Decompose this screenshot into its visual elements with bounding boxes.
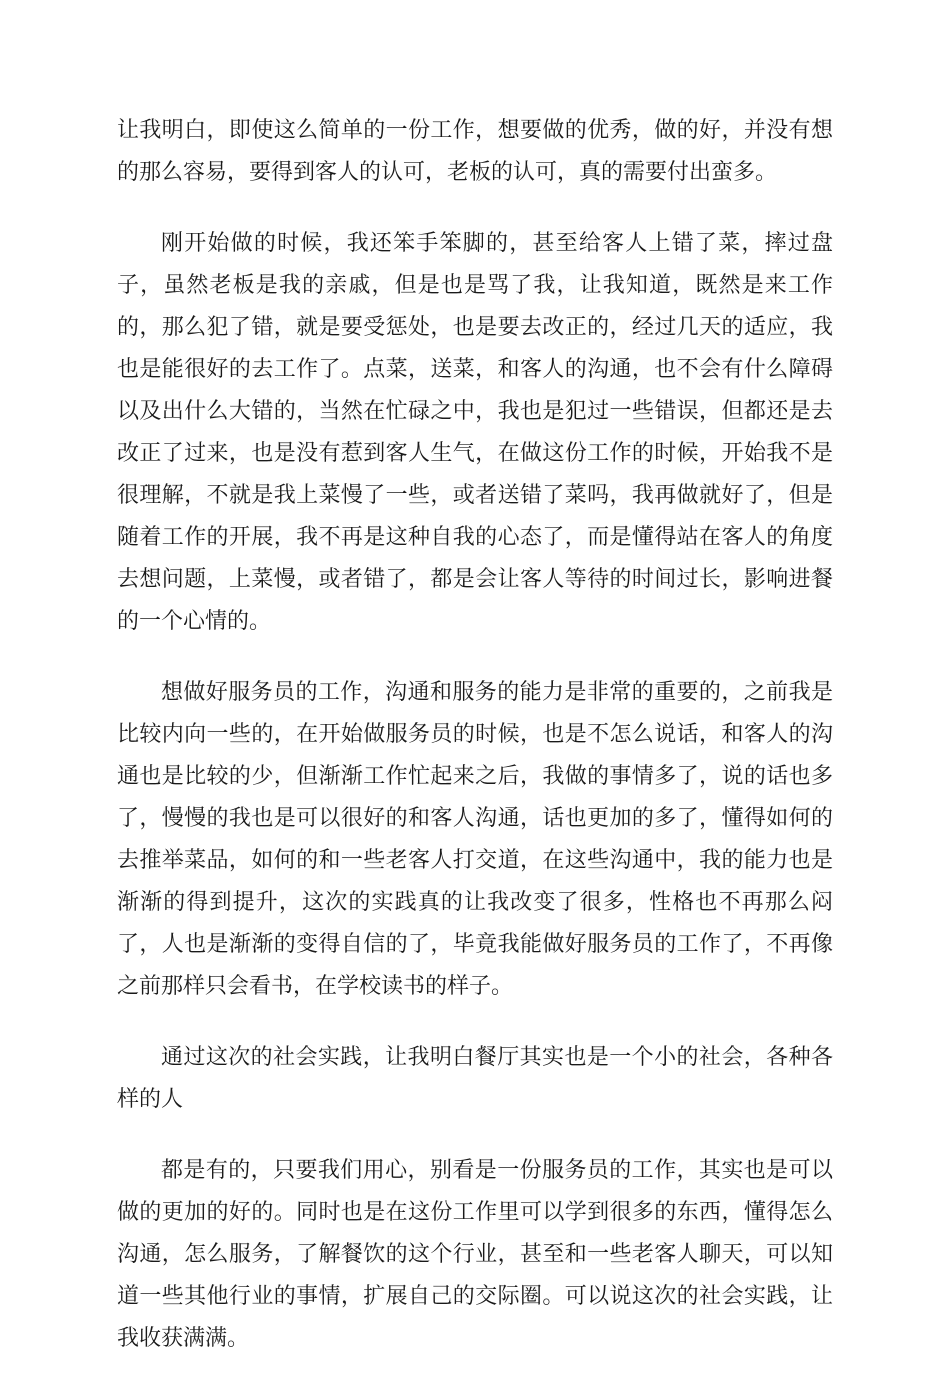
paragraph-3: 想做好服务员的工作，沟通和服务的能力是非常的重要的，之前我是比较内向一些的，在开始做服务员的时候，也是不怎么说话，和客人的沟通也是比较的少，但渐渐工作忙起来之后，我做的事情多了，说的话也多了，慢慢的我也是可以很好的和客人沟通，话也更加的多了，懂得如何的去推举菜品，如何的和一些老客人打交道，在这些沟通中，我的能力也是渐渐的得到提升，这次的实践真的让我改变了很多，性格也不再那么闷了，人也是渐渐的变得自信的了，毕竟我能做好服务员的工作了，不再像之前那样只会看书，在学校读书的样子。	[117, 680, 833, 999]
paragraph-1: 让我明白，即使这么简单的一份工作，想要做的优秀，做的好，并没有想的那么容易，要得到客人的认可，老板的认可，真的需要付出蛮多。	[117, 118, 833, 185]
paragraph-5: 都是有的，只要我们用心，别看是一份服务员的工作，其实也是可以做的更加的好的。同时也是在这份工作里可以学到很多的东西，懂得怎么沟通，怎么服务，了解餐饮的这个行业，甚至和一些老客人聊天，可以知道一些其他行业的事情，扩展自己的交际圈。可以说这次的社会实践，让我收获满满。	[117, 1158, 833, 1351]
document-body	[117, 110, 833, 1389]
paragraph-2: 刚开始做的时候，我还笨手笨脚的，甚至给客人上错了菜，摔过盘子，虽然老板是我的亲戚，但是也是骂了我，让我知道，既然是来工作的，那么犯了错，就是要受惩处，也是要去改正的，经过几天的适应，我也是能很好的去工作了。点菜，送菜，和客人的沟通，也不会有什么障碍以及出什么大错的，当然在忙碌之中，我也是犯过一些错误，但都还是去改正了过来，也是没有惹到客人生气，在做这份工作的时候，开始我不是很理解，不就是我上菜慢了一些，或者送错了菜吗，我再做就好了，但是随着工作的开展，我不再是这种自我的心态了，而是懂得站在客人的角度去想问题，上菜慢，或者错了，都是会让客人等待的时间过长，影响进餐的一个心情的。	[117, 231, 833, 634]
paragraph-4: 通过这次的社会实践，让我明白餐厅其实也是一个小的社会，各种各样的人	[117, 1045, 833, 1112]
